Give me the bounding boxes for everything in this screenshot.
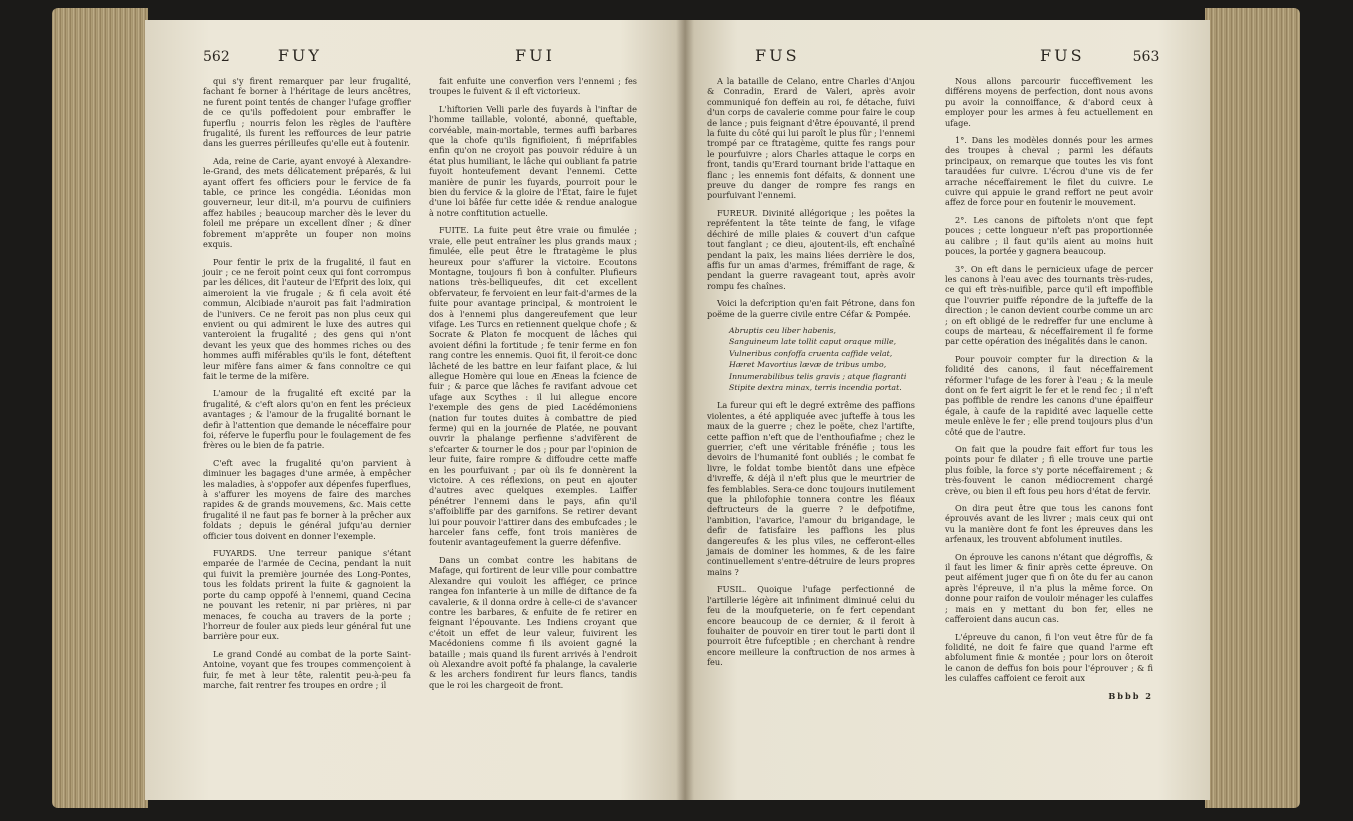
left-page [145, 20, 685, 800]
paragraph: fait enfuite une converfion vers l'ennemi ; fes troupes le fuivent & il eft victorieux. [429, 76, 637, 97]
paragraph: L'épreuve du canon, fi l'on veut être fûr de fa folidité, ne doit fe faire que quand l'arme eft abfolument finie & montée ; pour lors on ôteroit le canon de deffus fon bois pour l'éprouver ; & fi les culaffes caffoient ce feroit aux [945, 631, 1153, 684]
running-head-right-2: FUS [1040, 46, 1085, 65]
paragraph: Ada, reine de Carie, ayant envoyé à Alexandre-le-Grand, des mets délicatement préparés, & lui ayant offert fes officiers pour le fervice de fa table, ce prince les congédia. Léonidas mon gouverneur, leur dit-il, m'a pourvu de cuifiniers affez habiles ; beaucoup marcher dès le lever du foleil me prépare un excellent dîner ; & dîner fobrement m'apprête un fouper non moins exquis. [203, 155, 411, 250]
paragraph: FUYARDS. Une terreur panique s'étant emparée de l'armée de Cecina, pendant la nuit qui fuivit la première journée des Long-Pontes, tous les foldats prirent la fuite & gagnoient la porte du camp oppofé à l'ennemi, quand Cecina ne pouvant les retenir, ni par prières, ni par menaces, fe coucha au travers de la porte ; l'horreur de fouler aux pieds leur général fut une barrière pour eux. [203, 548, 411, 642]
page-number-right: 563 [1132, 49, 1160, 65]
signature-mark: Bbbb 2 [1108, 690, 1153, 701]
paragraph: qui s'y firent remarquer par leur frugalité, fachant fe borner à l'héritage de leurs ancêtres, ne furent point tentés de changer l'ufage groffier de ce qu'ils poffedoient pour embraffer le fuperflu ; nourris felon les règles de l'auftère frugalité, ils furent les reffources de leur patrie dans les guerres périlleufes qu'elle eut à foutenir. [203, 76, 411, 149]
paragraph: 3°. On eft dans le pernicieux ufage de percer les canons à l'eau avec des tournants très-rudes, ce qui eft très-nuifible, parce qu'il eft impoffible que l'ouvrier puiffe répondre de la jufteffe de la direction ; le canon devient courbe comme un arc ; on eft obligé de le redreffer fur une enclume à coups de marteau, & néceffairement il fe forme par cette opération des inégalités dans le canon. [945, 263, 1153, 347]
right-page-edges [1205, 8, 1300, 808]
book-gutter [676, 20, 694, 800]
verse-line: Stipite dextra minax, terris incendia portat. [729, 382, 902, 392]
paragraph: C'eft avec la frugalité qu'on parvient à diminuer les bagages d'une armée, à empêcher les maladies, à s'oppofer aux dépenfes fuperflues, à s'affurer les moyens de faire des marches rapides & de grands mouvemens, &c. Mais cette frugalité il ne faut pas fe borner à la prêcher aux foldats ; depuis le général jufqu'au dernier officier tous doivent en donner l'exemple. [203, 457, 411, 541]
paragraph: Le grand Condé au combat de la porte Saint-Antoine, voyant que fes troupes commençoient à fuir, fe met à leur tête, ralentit peu-à-peu fa marche, fait rentrer fes troupes en ordre ; il [203, 648, 411, 690]
right-column-2 [945, 76, 1153, 708]
running-head-left-2: FUI [515, 46, 555, 65]
left-column-2 [429, 76, 637, 697]
paragraph: Nous allons parcourir fucceffivement les différens moyens de perfection, dont nous avons pu avoir la connoiffance, & d'abord ceux à employer pour les armes à feu actuellement en ufage. [945, 76, 1153, 128]
left-column-1 [203, 76, 411, 697]
paragraph: La fureur qui eft le degré extrême des paffions violentes, a été appliquée avec jufteffe à tous les maux de la guerre ; chez le poëte, chez l'artifte, cette paffion n'eft que de l'enthoufiafme ; chez le guerrier, c'eft une véritable frénéfie ; tous les devoirs de l'humanité font oubliés ; le combat fe livre, le foldat tombe bientôt dans une efpèce d'ivreffe, & déjà il n'eft plus que le meurtrier de fes femblables. Sera-ce donc toujours inutilement que la philofophie tonnera contre les fléaux deftructeurs de la guerre ? le defpotifme, l'ambition, l'avarice, l'amour du brigandage, le defir de fatisfaire les paffions les plus dangereufes & les plus viles, ne cefferont-elles jamais de dominer les hommes, & de les faire continuellement s'entre-détruire de leurs propres mains ? [707, 400, 915, 577]
paragraph: L'hiftorien Velli parle des fuyards à l'inftar de l'homme taillable, volonté, abonné, queftable, corvéable, main-mortable, termes auffi barbares que la chofe qu'ils fignifioient, fi méprifables enfin qu'on ne croyoit pas pouvoir réduire à un état plus humiliant, le lâche qui oubliant fa patrie fuyoit honteufement devant l'ennemi. Cette manière de punir les fuyards, pourroit pour le bien du fervice & la gloire de l'État, faire le fujet d'une loi bâfée fur cette idée & rendue analogue à notre conftitution actuelle. [429, 103, 637, 218]
paragraph: Pour fentir le prix de la frugalité, il faut en jouir ; ce ne feroit point ceux qui font corrompus par les délices, dit l'auteur de l'Efprit des loix, qui aimeroient la vie frugale ; & fi cela avoit été commun, Alcibiade n'auroit pas fait l'admiration de l'univers. Ce ne feroit pas non plus ceux qui envient ou qui admirent le luxe des autres qui vanteroient la frugalité ; des gens qui n'ont devant les yeux que des hommes riches ou des hommes auffi miférables qu'ils le font, déteftent leur mifère fans aimer & fans connoître ce qui fait le terme de la mifère. [203, 256, 412, 381]
paragraph: A la bataille de Celano, entre Charles d'Anjou & Conradin, Erard de Valeri, après avoir communiqué fon deffein au roi, fe détache, fuivi d'un corps de cavalerie comme pour faire le coup de lance ; puis feignant d'être épouvanté, il prend la fuite du côté qui lui paroît le plus fûr ; l'ennemi trompé par ce ftratagème, quitte fes rangs pour le pourfuivre ; alors Charles attaque le corps en front, tandis qu'Erard tournant bride l'attaque en flanc ; les ennemis font défaits, & donnent une preuve du danger de rompre fes rangs en pourfuivant l'ennemi. [707, 76, 915, 201]
right-column-1 [707, 76, 915, 675]
running-head-left-1: FUY [277, 46, 322, 65]
verse-line: Innumerabilibus telis gravis ; atque flagranti [729, 371, 907, 381]
verse-line: Vulneribus confoffa cruenta caffide velat, [729, 348, 893, 358]
right-page [685, 20, 1210, 800]
page-number-left: 562 [203, 49, 230, 65]
paragraph: Voici la defcription qu'en fait Pétrone, dans fon poëme de la guerre civile entre Céfar & Pompée. [707, 298, 915, 319]
paragraph: FUITE. La fuite peut être vraie ou fimulée ; vraie, elle peut entraîner les plus grands maux ; fimulée, elle peut être le ftratagème le plus heureux pour s'affurer la victoire. Ecoutons Montagne, toujours fi bon à confulter. Plufieurs nations très-belliqueufes, dit cet excellent obfervateur, fe fervoient en leur fait-d'armes de la fuite pour avantage principal, & montroient le dos à l'ennemi plus dangereufement que leur vifage. Les Turcs en retiennent quelque chofe ; & Socrate & Platon fe mocquent de lâches qui avoient défini la fortitude ; fe tenir ferme en fon rang contre les ennemis. Quoi fit, il feroit-ce donc lâcheté de les battre en leur faifant place, & lui allegue Homère qui loue en Æneas la fcience de fuir ; & parce que lâches fe ravifant advoue cet ufage aux Scythes : il lui allegue encore l'exemple des gens de pied Lacédémoniens (nation fur toutes duites à combattre de pied ferme) qui en la journée de Platée, ne pouvant ouvrir la phalange perfienne s'advifèrent de s'efcarter & tourner le dos ; pour par l'opinion de leur fuite, faire rompre & diffoudre cette maffe en les pourfuivant ; par où ils fe donnèrent la victoire. A ces réflexions, on peut en ajouter d'autres avec quelques exemples. Laiffer pénétrer l'ennemi dans le pays, afin qu'il s'affoibliffe par des garnifons. Se retirer devant lui pour pouvoir l'attirer dans des embufcades ; le harceler fans ceffe, font trois manières de foutenir avantageufement la guerre défenfive. [429, 225, 637, 548]
left-page-edges [52, 8, 148, 808]
paragraph: FUSIL. Quoique l'ufage perfectionné de l'artillerie légère ait infiniment diminué celui du feu de la moufqueterie, on fe fert cependant encore beaucoup de ce dernier, & il feroit à fouhaiter de pouvoir en tirer tout le parti dont il pourroit être fufceptible ; en cherchant à rendre encore meilleure la conftruction de nos armes à feu. [707, 584, 915, 668]
paragraph: On éprouve les canons n'étant que dégroffis, & il faut les limer & finir après cette épreuve. On peut aifément juger que fi on ôte du fer au canon après l'épreuve, il n'a plus la même force. On donne pour raifon de vouloir ménager les culaffes ; mais en y mettant du bon fer, elles ne cafferoient dans aucun cas. [945, 551, 1153, 625]
verse-line: Abruptis ceu liber habenis, [729, 325, 837, 335]
verse-line: Hæret Mavortius lævæ de tribus umbo, [729, 360, 887, 370]
paragraph: On fait que la poudre fait effort fur tous les points pour fe dilater ; fi elle trouve une partie plus foible, la force s'y porte néceffairement ; & très-fouvent le canon médiocrement chargé crève, ou bien il eft fous peu hors d'état de fervir. [945, 444, 1153, 496]
paragraph: Pour pouvoir compter fur la direction & la folidité des canons, il faut néceffairement réformer l'ufage de les forer à l'eau ; & la meule dont on fe fert aigrit le fer et le rend fec ; il n'eft pas poffible de rendre les canons d'une épaiffeur égale, à caufe de la rapidité avec laquelle cette meule enlève le fer ; elle prend toujours plus d'un côté que de l'autre. [945, 353, 1153, 437]
running-head-right-1: FUS [755, 46, 800, 65]
paragraph: Dans un combat contre les habitans de Mafage, qui fortirent de leur ville pour combattre Alexandre qui vouloit les affiéger, ce prince rangea fon infanterie à un mille de diftance de fa cavalerie, & il donna ordre à celle-ci de s'avancer contre les barbares, & enfuite de fe retirer en feignant l'épouvante. Les Indiens croyant que c'étoit un effet de leur valeur, fuivirent les Macédoniens comme fi ils avoient gagné la bataille ; mais quand ils furent arrivés à l'endroit où Alexandre avoit pofté fa phalange, la cavalerie & les archers fondirent fur leurs flancs, tandis que le roi les chargeoit de front. [429, 554, 637, 690]
paragraph: 1°. Dans les modèles donnés pour les armes des troupes à cheval ; parmi les défauts principaux, on remarque que toutes les vis font taraudées fur cuivre. L'écrou d'une vis de fer arrache néceffairement le filet du cuivre. Le cuivre qui appuie le grand reffort ne peut avoir affez de force pour en foutenir le mouvement. [945, 135, 1153, 208]
paragraph: L'amour de la frugalité eft excité par la frugalité, & c'eft alors qu'on en fent les précieux avantages ; & l'amour de la frugalité bornant le defir à l'attention que demande le néceffaire pour foi, réferve le fuperflu pour le foulagement de fes frères ou le bien de fa patrie. [203, 388, 411, 451]
paragraph: FUREUR. Divinité allégorique ; les poëtes la repréfentent la tête teinte de fang, le vifage déchiré de mille plaies & couvert d'un cafque tout fanglant ; ce dieu, ajoutent-ils, eft enchaîné pendant la paix, les mains liées derrière le dos, affis fur un amas d'armes, frémiffant de rage, & pendant la guerre ravageant tout, après avoir rompu fes chaînes. [707, 207, 915, 291]
paragraph: 2°. Les canons de piftolets n'ont que fept pouces ; cette longueur n'eft pas proportionnée au calibre ; il faut qu'ils aient au moins huit pouces, la portée y gagnera beaucoup. [945, 214, 1153, 257]
verse-line: Sanguineum late tollit caput oraque mille, [729, 337, 897, 347]
paragraph: On dira peut être que tous les canons font éprouvés avant de les livrer ; mais ceux qui ont vu la manière dont fe font les épreuves dans les arfenaux, les trouvent abfolument inutiles. [945, 503, 1153, 545]
